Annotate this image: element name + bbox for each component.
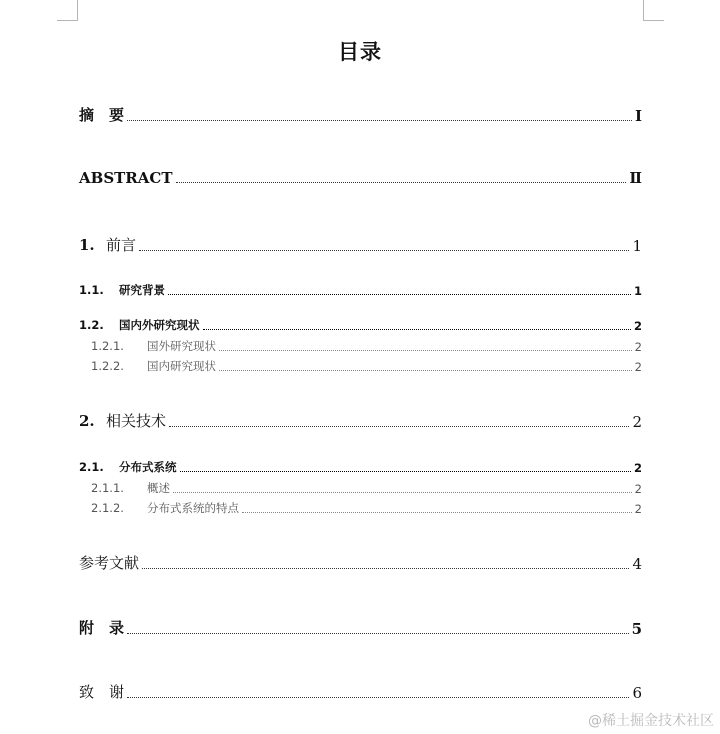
toc-entry-label: 前言	[106, 236, 137, 254]
toc-entry-page: 2	[632, 413, 642, 431]
dot-leader	[139, 249, 629, 251]
toc-entry-number: 1.	[79, 236, 95, 254]
toc-entry-chapter-1[interactable]	[79, 234, 642, 255]
toc-entry-section-1-1[interactable]	[79, 282, 642, 298]
toc-entry-page: 2	[634, 360, 642, 374]
toc-entry-label: 附 录	[79, 619, 125, 637]
toc-entry-number: 2.1.2.	[91, 501, 124, 515]
toc-entry-page: Ⅰ	[634, 107, 642, 125]
dot-leader	[219, 369, 632, 371]
toc-entry-label: 国内外研究现状	[119, 318, 200, 332]
toc-entry-number: 1.2.1.	[91, 339, 124, 353]
toc-entry-label: 国内研究现状	[147, 359, 216, 373]
dot-leader	[169, 425, 629, 427]
watermark: @稀土掘金技术社区	[588, 713, 714, 729]
toc-entry-page: 2	[633, 319, 642, 333]
toc-entry-page: Ⅱ	[629, 169, 642, 187]
toc-entry-number: 2.1.1.	[91, 481, 124, 495]
toc-entry-page: 2	[634, 482, 642, 496]
toc-entry-page: 6	[632, 684, 642, 702]
dot-leader	[127, 632, 629, 634]
crop-mark-top-right	[643, 0, 664, 21]
toc-entry-label: 分布式系统	[119, 460, 177, 474]
toc-entry-page: 2	[633, 461, 642, 475]
toc-entry-page: 5	[631, 620, 642, 638]
dot-leader	[168, 293, 631, 295]
toc-entry-appendix[interactable]	[79, 617, 642, 638]
toc-entry-page: 4	[632, 555, 642, 573]
toc-entry-label: 参考文献	[79, 554, 140, 572]
toc-entry-number: 1.1.	[79, 283, 104, 297]
toc-entry-page: 2	[634, 340, 642, 354]
toc-entry-section-2-1[interactable]	[79, 459, 642, 475]
toc-entry-label: 摘 要	[79, 106, 125, 124]
crop-mark-top-left	[57, 0, 78, 21]
toc-entry-page: 1	[632, 237, 642, 255]
dot-leader	[242, 511, 632, 513]
toc-entry-label: 概述	[147, 481, 170, 495]
toc-entry-label: ABSTRACT	[79, 169, 173, 187]
toc-entry-number: 2.1.	[79, 460, 104, 474]
dot-leader	[173, 491, 632, 493]
dot-leader	[219, 349, 632, 351]
toc-entry-abstract-cn[interactable]	[79, 104, 642, 125]
toc-entry-number: 1.2.2.	[91, 359, 124, 373]
toc-entry-label: 致 谢	[79, 683, 125, 701]
dot-leader	[180, 470, 631, 472]
toc-entry-page: 1	[633, 284, 642, 298]
toc-entry-section-1-2[interactable]	[79, 317, 642, 333]
toc-entry-label: 分布式系统的特点	[147, 501, 239, 515]
toc-entry-acknowledgements[interactable]	[79, 681, 642, 702]
toc-title: 目录	[338, 40, 382, 64]
toc-entry-subsection-1-2-1[interactable]	[91, 338, 642, 354]
toc-entry-subsection-2-1-2[interactable]	[91, 500, 642, 516]
toc-entry-page: 2	[634, 502, 642, 516]
toc-entry-number: 2.	[79, 412, 95, 430]
toc-entry-references[interactable]	[79, 552, 642, 573]
dot-leader	[127, 696, 629, 698]
dot-leader	[127, 119, 632, 121]
dot-leader	[176, 181, 627, 183]
toc-entry-chapter-2[interactable]	[79, 410, 642, 431]
toc-entry-abstract-en[interactable]	[79, 169, 642, 187]
toc-entry-label: 相关技术	[106, 412, 167, 430]
dot-leader	[142, 567, 629, 569]
toc-entry-subsection-2-1-1[interactable]	[91, 480, 642, 496]
toc-entry-label: 研究背景	[119, 283, 165, 297]
dot-leader	[203, 328, 631, 330]
toc-entry-label: 国外研究现状	[147, 339, 216, 353]
toc-entry-number: 1.2.	[79, 318, 104, 332]
toc-entry-subsection-1-2-2[interactable]	[91, 358, 642, 374]
